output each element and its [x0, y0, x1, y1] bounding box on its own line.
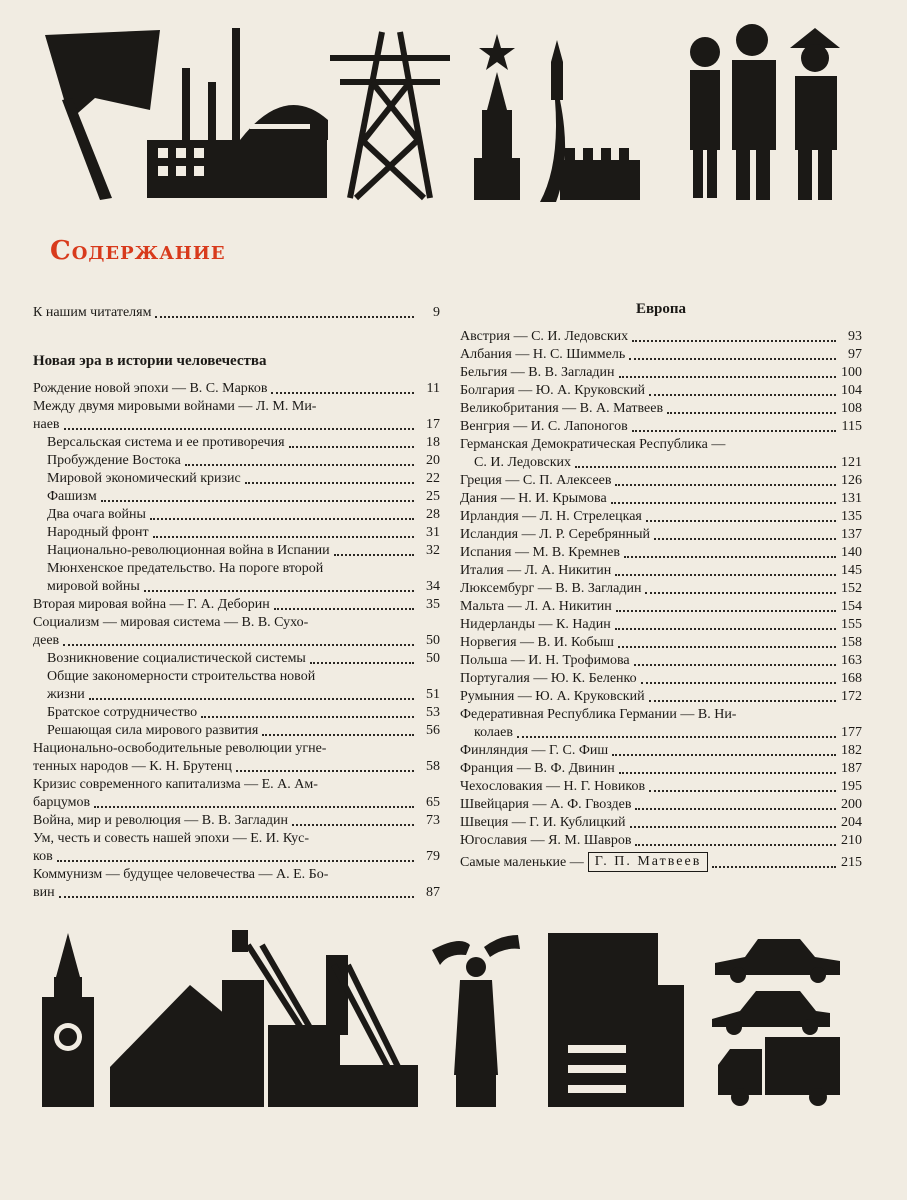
dot-leader	[630, 826, 836, 828]
toc-entry-title: Мальта — Л. А. Никитин	[460, 599, 612, 614]
toc-entry[interactable]	[460, 598, 862, 616]
dot-leader	[63, 644, 414, 646]
dot-leader	[274, 608, 414, 610]
toc-entry-title: барцумов	[33, 795, 91, 810]
mine-headframe-icon	[110, 930, 418, 1107]
toc-entry-page: 87	[426, 885, 440, 900]
toc-entry[interactable]	[460, 400, 862, 418]
bottom-illustration-band	[0, 925, 907, 1115]
toc-entry-page: 50	[426, 651, 440, 666]
toc-entry-title: Война, мир и революция — В. В. Загладин	[33, 813, 289, 828]
toc-entry-page: 32	[426, 543, 440, 558]
toc-entry-title: Возникновение социалистической системы	[47, 651, 306, 666]
toc-entry[interactable]	[33, 848, 440, 866]
dot-leader	[89, 698, 414, 700]
toc-entry-title: Венгрия — И. С. Лапоногов	[460, 419, 628, 434]
toc-entry-title: Ирландия — Л. Н. Стрелецкая	[460, 509, 642, 524]
toc-entry[interactable]	[33, 524, 440, 542]
toc-entry-line: Общие закономерности строительства новой	[47, 669, 316, 684]
toc-entry-title: вин	[33, 885, 55, 900]
dot-leader	[641, 682, 836, 684]
toc-entry-title: Финляндия — Г. С. Фиш	[460, 743, 609, 758]
toc-entry[interactable]	[460, 418, 862, 436]
dot-leader	[624, 556, 836, 558]
dot-leader	[150, 518, 414, 520]
toc-entry-title: Нидерланды — К. Надин	[460, 617, 611, 632]
dot-leader	[667, 412, 836, 414]
toc-entry-page: 163	[841, 653, 862, 668]
dot-leader	[619, 772, 836, 774]
toc-entry-title: Албания — Н. С. Шиммель	[460, 347, 626, 362]
toc-entry-title: Швеция — Г. И. Кублицкий	[460, 815, 626, 830]
toc-entry[interactable]	[33, 578, 440, 596]
toc-entry[interactable]	[460, 346, 862, 364]
kremlin-wall-icon	[560, 148, 640, 200]
dot-leader	[575, 466, 836, 468]
toc-entry[interactable]	[33, 758, 440, 776]
toc-entry[interactable]	[33, 434, 440, 452]
toc-entry-page: 182	[841, 743, 862, 758]
toc-entry[interactable]	[33, 488, 440, 506]
toc-entry-title: Дания — Н. И. Крымова	[460, 491, 607, 506]
toc-entry[interactable]	[33, 650, 440, 668]
toc-entry-page: 168	[841, 671, 862, 686]
toc-entry-line: Национально-освободительные революции угне-	[33, 741, 327, 756]
toc-entry-title: Вторая мировая война — Г. А. Деборин	[33, 597, 270, 612]
dot-leader	[59, 896, 414, 898]
toc-entry-title: Норвегия — В. И. Кобыш	[460, 635, 614, 650]
dot-leader	[654, 538, 836, 540]
truck-icon	[718, 1037, 840, 1106]
toc-entry[interactable]	[33, 632, 440, 650]
dot-leader	[611, 502, 836, 504]
toc-entry-page: 58	[426, 759, 440, 774]
dot-leader	[153, 536, 414, 538]
toc-entry-page: 195	[841, 779, 862, 794]
toc-entry[interactable]	[460, 634, 862, 652]
toc-entry-page: 20	[426, 453, 440, 468]
toc-entry-title: Греция — С. П. Алексеев	[460, 473, 612, 488]
toc-entry[interactable]	[460, 364, 862, 382]
toc-entry-title: Австрия — С. И. Ледовских	[460, 329, 629, 344]
workers-group-icon	[690, 24, 840, 200]
dot-leader	[155, 316, 414, 318]
toc-entry-title: Решающая сила мирового развития	[47, 723, 259, 738]
toc-entry-page: 145	[841, 563, 862, 578]
toc-entry-page: 31	[426, 525, 440, 540]
toc-section-heading: Новая эра в истории человечества	[33, 353, 267, 369]
toc-entry-page: 104	[841, 383, 862, 398]
toc-entry[interactable]	[460, 688, 862, 706]
toc-entry[interactable]	[33, 380, 440, 398]
toc-entry[interactable]	[460, 814, 862, 832]
toc-entry-page: 152	[841, 581, 862, 596]
toc-entry-title: ков	[33, 849, 53, 864]
dot-leader	[310, 662, 414, 664]
toc-entry-page: 34	[426, 579, 440, 594]
power-pylon-icon	[330, 32, 450, 198]
top-illustration-band	[0, 20, 907, 210]
toc-entry-page: 17	[426, 417, 440, 432]
dot-leader	[619, 376, 836, 378]
toc-entry-page: 22	[426, 471, 440, 486]
toc-entry-page: 210	[841, 833, 862, 848]
dot-leader	[236, 770, 414, 772]
dot-leader	[101, 500, 414, 502]
toc-entry[interactable]	[460, 760, 862, 778]
toc-entry-title: Болгария — Ю. А. Круковский	[460, 383, 646, 398]
dot-leader	[629, 358, 836, 360]
toc-entry[interactable]	[460, 670, 862, 688]
dot-leader	[334, 554, 414, 556]
toc-entry-title: Бельгия — В. В. Загладин	[460, 365, 615, 380]
toc-entry[interactable]	[460, 796, 862, 814]
toc-entry[interactable]	[460, 508, 862, 526]
toc-entry-title: колаев	[474, 725, 513, 740]
toc-section-heading: Европа	[635, 301, 687, 317]
dot-leader	[57, 860, 414, 862]
toc-entry-page: 158	[841, 635, 862, 650]
toc-entry-page: 93	[848, 329, 862, 344]
car-icon	[712, 939, 840, 1035]
dot-leader	[635, 808, 836, 810]
toc-entry-page: 56	[426, 723, 440, 738]
dot-leader	[615, 484, 836, 486]
toc-entry[interactable]	[33, 304, 440, 322]
toc-entry-title: Национально-революционная война в Испании	[47, 543, 330, 558]
toc-entry[interactable]	[460, 580, 862, 598]
toc-entry-page: 187	[841, 761, 862, 776]
toc-right-column	[460, 300, 862, 872]
toc-entry-title: Самые маленькие —	[460, 855, 584, 870]
toc-entry-title: Два очага войны	[47, 507, 146, 522]
toc-entry-page: 9	[433, 305, 440, 320]
toc-entry-title: Братское сотрудничество	[47, 705, 198, 720]
toc-entry-line: Федеративная Республика Германии — В. Ни-	[460, 707, 737, 722]
toc-entry[interactable]	[460, 544, 862, 562]
toc-entry-title: К нашим читателям	[33, 305, 152, 320]
dot-leader	[646, 520, 836, 522]
toc-entry[interactable]	[33, 704, 440, 722]
toc-entry-page: 215	[841, 855, 862, 870]
dot-leader	[618, 646, 836, 648]
toc-entry-page: 79	[426, 849, 440, 864]
dot-leader	[262, 734, 414, 736]
toc-entry[interactable]	[33, 686, 440, 704]
toc-entry[interactable]	[460, 382, 862, 400]
toc-entry-page: 154	[841, 599, 862, 614]
toc-entry-page: 177	[841, 725, 862, 740]
toc-entry[interactable]	[33, 506, 440, 524]
dot-leader	[616, 610, 836, 612]
toc-entry-title: деев	[33, 633, 60, 648]
toc-entry-title: Италия — Л. А. Никитин	[460, 563, 612, 578]
toc-entry[interactable]	[460, 616, 862, 634]
toc-entry-page: 131	[841, 491, 862, 506]
toc-entry-page: 97	[848, 347, 862, 362]
toc-entry[interactable]	[33, 542, 440, 560]
toc-entry-line: Мюнхенское предательство. На пороге второй	[47, 561, 324, 576]
toc-entry-line: Ум, честь и совесть нашей эпохи — Е. И. Кус-	[33, 831, 310, 846]
monument-statue-icon	[432, 935, 520, 1107]
toc-entry[interactable]	[460, 852, 862, 872]
toc-entry-page: 53	[426, 705, 440, 720]
dot-leader	[517, 736, 836, 738]
dot-leader	[712, 866, 836, 868]
toc-entry-title: С. И. Ледовских	[474, 455, 572, 470]
toc-entry-page: 204	[841, 815, 862, 830]
toc-entry-line: Коммунизм — будущее человечества — А. Е. Бо-	[33, 867, 329, 882]
toc-entry-title: Франция — В. Ф. Двинин	[460, 761, 615, 776]
toc-entry-title: Пробуждение Востока	[47, 453, 181, 468]
toc-entry-title: Швейцария — А. Ф. Гвоздев	[460, 797, 632, 812]
toc-entry[interactable]	[460, 724, 862, 742]
toc-entry-title: Рождение новой эпохи — В. С. Марков	[33, 381, 268, 396]
toc-entry-boxed-author: Г. П. Матвеев	[588, 852, 709, 872]
toc-entry[interactable]	[33, 416, 440, 434]
toc-entry-title: Версальская система и ее противоречия	[47, 435, 285, 450]
toc-entry[interactable]	[33, 812, 440, 830]
toc-entry-page: 155	[841, 617, 862, 632]
toc-entry[interactable]	[460, 490, 862, 508]
toc-entry-title: Югославия — Я. М. Шавров	[460, 833, 632, 848]
toc-entry[interactable]	[33, 596, 440, 614]
toc-entry-title: Великобритания — В. А. Матвеев	[460, 401, 664, 416]
toc-entry[interactable]	[33, 794, 440, 812]
dot-leader	[94, 806, 414, 808]
dot-leader	[615, 628, 836, 630]
toc-entry-title: Люксембург — В. В. Загладин	[460, 581, 642, 596]
dot-leader	[649, 700, 836, 702]
toc-entry[interactable]	[460, 832, 862, 850]
toc-entry-title: Испания — М. В. Кремнев	[460, 545, 620, 560]
toc-entry-line: Социализм — мировая система — В. В. Сухо-	[33, 615, 309, 630]
toc-entry[interactable]	[460, 472, 862, 490]
kremlin-tower-icon	[474, 34, 520, 200]
toc-entry-page: 135	[841, 509, 862, 524]
toc-entry-page: 11	[426, 381, 440, 396]
toc-entry[interactable]	[33, 470, 440, 488]
toc-entry-page: 18	[426, 435, 440, 450]
toc-entry-page: 35	[426, 597, 440, 612]
toc-entry-title: Португалия — Ю. К. Беленко	[460, 671, 637, 686]
toc-entry-page: 121	[841, 455, 862, 470]
toc-entry[interactable]	[460, 328, 862, 346]
toc-entry-title: Мировой экономический кризис	[47, 471, 241, 486]
toc-entry-title: Народный фронт	[47, 525, 149, 540]
clock-tower-icon	[42, 933, 94, 1107]
toc-entry-page: 115	[841, 419, 862, 434]
toc-entry-page: 51	[426, 687, 440, 702]
toc-entry-page: 200	[841, 797, 862, 812]
toc-entry-title: Чехословакия — Н. Г. Новиков	[460, 779, 646, 794]
dot-leader	[649, 394, 836, 396]
building-icon	[548, 933, 684, 1107]
toc-entry-title: наев	[33, 417, 60, 432]
dot-leader	[635, 844, 836, 846]
toc-entry-page: 65	[426, 795, 440, 810]
toc-entry-page: 140	[841, 545, 862, 560]
toc-entry-page: 100	[841, 365, 862, 380]
toc-entry-page: 172	[841, 689, 862, 704]
toc-entry-title: жизни	[47, 687, 85, 702]
factory-icon	[147, 28, 328, 198]
toc-entry[interactable]	[460, 526, 862, 544]
dot-leader	[632, 430, 836, 432]
toc-entry-line: Кризис современного капитализма — Е. А. Ам-	[33, 777, 318, 792]
flag-icon	[45, 30, 160, 200]
toc-entry-page: 73	[426, 813, 440, 828]
dot-leader	[615, 574, 836, 576]
toc-entry[interactable]	[460, 652, 862, 670]
toc-entry[interactable]	[33, 452, 440, 470]
toc-entry-page: 108	[841, 401, 862, 416]
dot-leader	[612, 754, 836, 756]
dot-leader	[271, 392, 414, 394]
dot-leader	[64, 428, 414, 430]
toc-entry-title: Польша — И. Н. Трофимова	[460, 653, 630, 668]
toc-entry[interactable]	[460, 778, 862, 796]
dot-leader	[645, 592, 836, 594]
toc-entry[interactable]	[460, 742, 862, 760]
dot-leader	[144, 590, 414, 592]
toc-entry[interactable]	[460, 454, 862, 472]
toc-entry-title: Фашизм	[47, 489, 97, 504]
toc-entry-title: Румыния — Ю. А. Круковский	[460, 689, 645, 704]
toc-entry-page: 25	[426, 489, 440, 504]
dot-leader	[649, 790, 836, 792]
dot-leader	[245, 482, 414, 484]
toc-entry[interactable]	[460, 562, 862, 580]
dot-leader	[292, 824, 414, 826]
toc-entry-line: Германская Демократическая Республика —	[460, 437, 726, 452]
dot-leader	[201, 716, 414, 718]
toc-entry-page: 28	[426, 507, 440, 522]
toc-entry-title: тенных народов — К. Н. Брутенц	[33, 759, 232, 774]
dot-leader	[634, 664, 836, 666]
toc-entry-page: 137	[841, 527, 862, 542]
page-title: Содержание	[50, 236, 226, 266]
toc-entry-line: Между двумя мировыми войнами — Л. М. Ми-	[33, 399, 317, 414]
toc-entry[interactable]	[33, 722, 440, 740]
toc-entry[interactable]	[33, 884, 440, 902]
dot-leader	[632, 340, 836, 342]
dot-leader	[289, 446, 414, 448]
toc-entry-page: 50	[426, 633, 440, 648]
toc-left-column	[33, 298, 440, 902]
toc-entry-page: 126	[841, 473, 862, 488]
toc-entry-title: Исландия — Л. Р. Серебрянный	[460, 527, 650, 542]
toc-entry-title: мировой войны	[47, 579, 140, 594]
dot-leader	[185, 464, 414, 466]
